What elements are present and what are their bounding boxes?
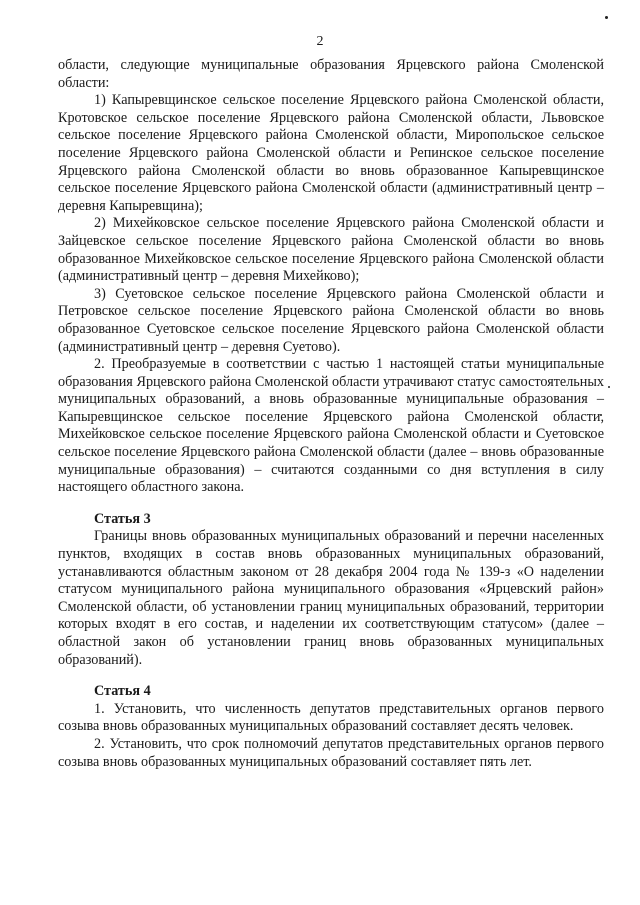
- paragraph-part-2: 2. Преобразуемые в соответствии с частью 1 настоящей статьи муниципальные образования Ярцевского района Смоленской области утрачивают статус самостоятельных муниципальных образований, а вновь образованные муниципальные образования – Капыревщинское сельское поселение Ярцевского района Смоленской области, Михейковское сельское поселение Ярцевского района Смоленской области и Суетовское сельское поселение Ярцевского района Смоленской области (далее – вновь образованные муниципальные образования) – считаются созданными со дня вступления в силу настоящего областного закона.: [58, 356, 604, 496]
- article-4-item-1: 1. Установить, что численность депутатов представительных органов первого созыва вновь образованных муниципальных образований составляет десять человек.: [58, 700, 604, 735]
- paragraph-item-1: 1) Капыревщинское сельское поселение Ярцевского района Смоленской области, Кротовское сельское поселение Ярцевского района Смоленской области, Львовское сельское поселение Ярцевского района Смоленской области, Миропольское сельское поселение Ярцевского района Смоленской области и Репинское сельское поселение Ярцевского района Смоленской области во вновь образованное Капыревщинское сельское поселение Ярцевского района Смоленской области (административный центр – деревня Капыревщина);: [58, 92, 604, 214]
- article-3-text: Границы вновь образованных муниципальных образований и перечни населенных пунктов, входящих в состав вновь образованных муниципальных образований, устанавливаются областным законом от 28 декабря 2004 года № 139-з «О наделении статусом муниципального района муниципального образования «Ярцевский район» Смоленской области, об установлении границ муниципальных образований, территории которых входят в его состав, и наделении их соответствующим статусом» (далее – областной закон об установлении границ вновь образованных муниципальных образований).: [58, 528, 604, 668]
- article-4-item-2: 2. Установить, что срок полномочий депутатов представительных органов первого созыва вновь образованных муниципальных образований составляет пять лет.: [58, 735, 604, 770]
- scan-speck: [608, 386, 610, 388]
- scan-speck: [605, 16, 608, 19]
- article-3-heading: Статья 3: [94, 510, 151, 527]
- document-body: [58, 57, 604, 771]
- paragraph-intro: области, следующие муниципальные образования Ярцевского района Смоленской области:: [58, 57, 604, 91]
- article-4-heading: Статья 4: [94, 683, 151, 700]
- page-number: 2: [316, 34, 324, 49]
- paragraph-item-2: 2) Михейковское сельское поселение Ярцевского района Смоленской области и Зайцевское сельское поселение Ярцевского района Смоленской области во вновь образованное Михейковское сельское поселение Ярцевского района Смоленской области (административный центр – деревня Михейково);: [58, 215, 604, 285]
- paragraph-item-3: 3) Суетовское сельское поселение Ярцевского района Смоленской области и Петровское сельское поселение Ярцевского района Смоленской области во вновь образованное Суетовское сельское поселение Ярцевского района Смоленской области (административный центр – деревня Суетово).: [58, 285, 604, 355]
